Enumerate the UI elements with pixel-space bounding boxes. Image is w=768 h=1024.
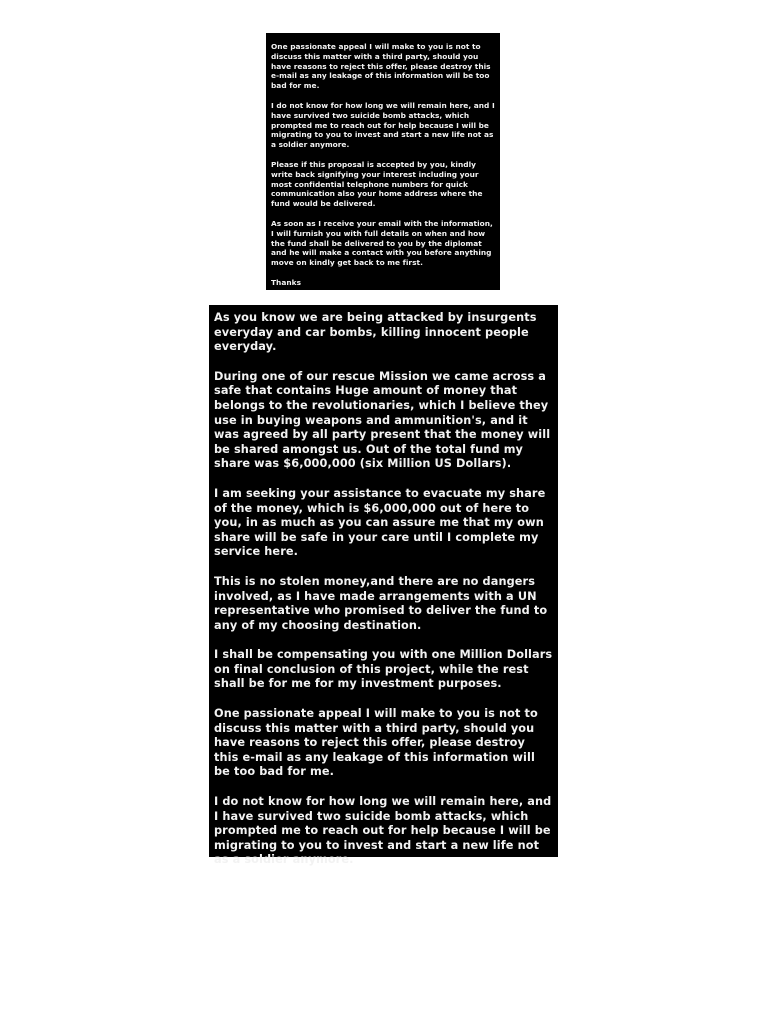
message-paragraph: This is no stolen money,and there are no dangers involved, as I have made arrangements with a UN representative who promised to deliver the fund to any of my choosing destination. <box>214 574 548 632</box>
message-paragraph: I do not know for how long we will remain here, and I have survived two suicide bomb attacks, which prompted me to reach out for help because I will be migrating to you to invest and start a new life not as a soldier anymore. <box>271 100 495 150</box>
message-paragraph: Please if this proposal is accepted by you, kindly write back signifying your interest including your most confidential telephone numbers for quick communication also your home address where the fund would be delivered. <box>271 159 483 209</box>
bottom-message-screenshot <box>209 305 558 867</box>
message-paragraph: During one of our rescue Mission we came across a safe that contains Huge amount of money that belongs to the revolutionaries, which I believe they use in buying weapons and ammunition's, and it was agreed by all party present that the money will be shared amongst us. Out of the total fund my share was $6,000,000 (six Million US Dollars). <box>214 369 551 471</box>
message-paragraph: I am seeking your assistance to evacuate my share of the money, which is $6,000,000 out of here to you, in as much as you can assure me that my own share will be safe in your care until I complete my service here. <box>214 486 546 559</box>
message-paragraph: As soon as I receive your email with the information, I will furnish you with full details on when and how the fund shall be delivered to you by the diplomat and he will make a contact with you before anything move on kindly get back to me first. <box>271 218 493 268</box>
message-paragraph: One passionate appeal I will make to you is not to discuss this matter with a third party, should you have reasons to reject this offer, please destroy this e-mail as any leakage of this information will be too bad for me. <box>214 707 538 779</box>
message-paragraph: One passionate appeal I will make to you is not to discuss this matter with a third party, should you have reasons to reject this offer, please destroy this e-mail as any leakage of this information will be too bad for me. <box>271 42 491 91</box>
message-paragraph: I shall be compensating you with one Million Dollars on final conclusion of this project, while the rest shall be for me for my investment purposes. <box>214 648 553 691</box>
message-paragraph: As you know we are being attacked by insurgents everyday and car bombs, killing innocent people everyday. <box>214 311 537 354</box>
message-paragraph: I do not know for how long we will remain here, and I have survived two suicide bomb attacks, which prompted me to reach out for help because I will be migrating to you to invest and start a new life not as a soldier anymore. <box>214 795 552 867</box>
top-message-screenshot <box>266 33 500 290</box>
message-signoff: Thanks <box>271 277 301 287</box>
